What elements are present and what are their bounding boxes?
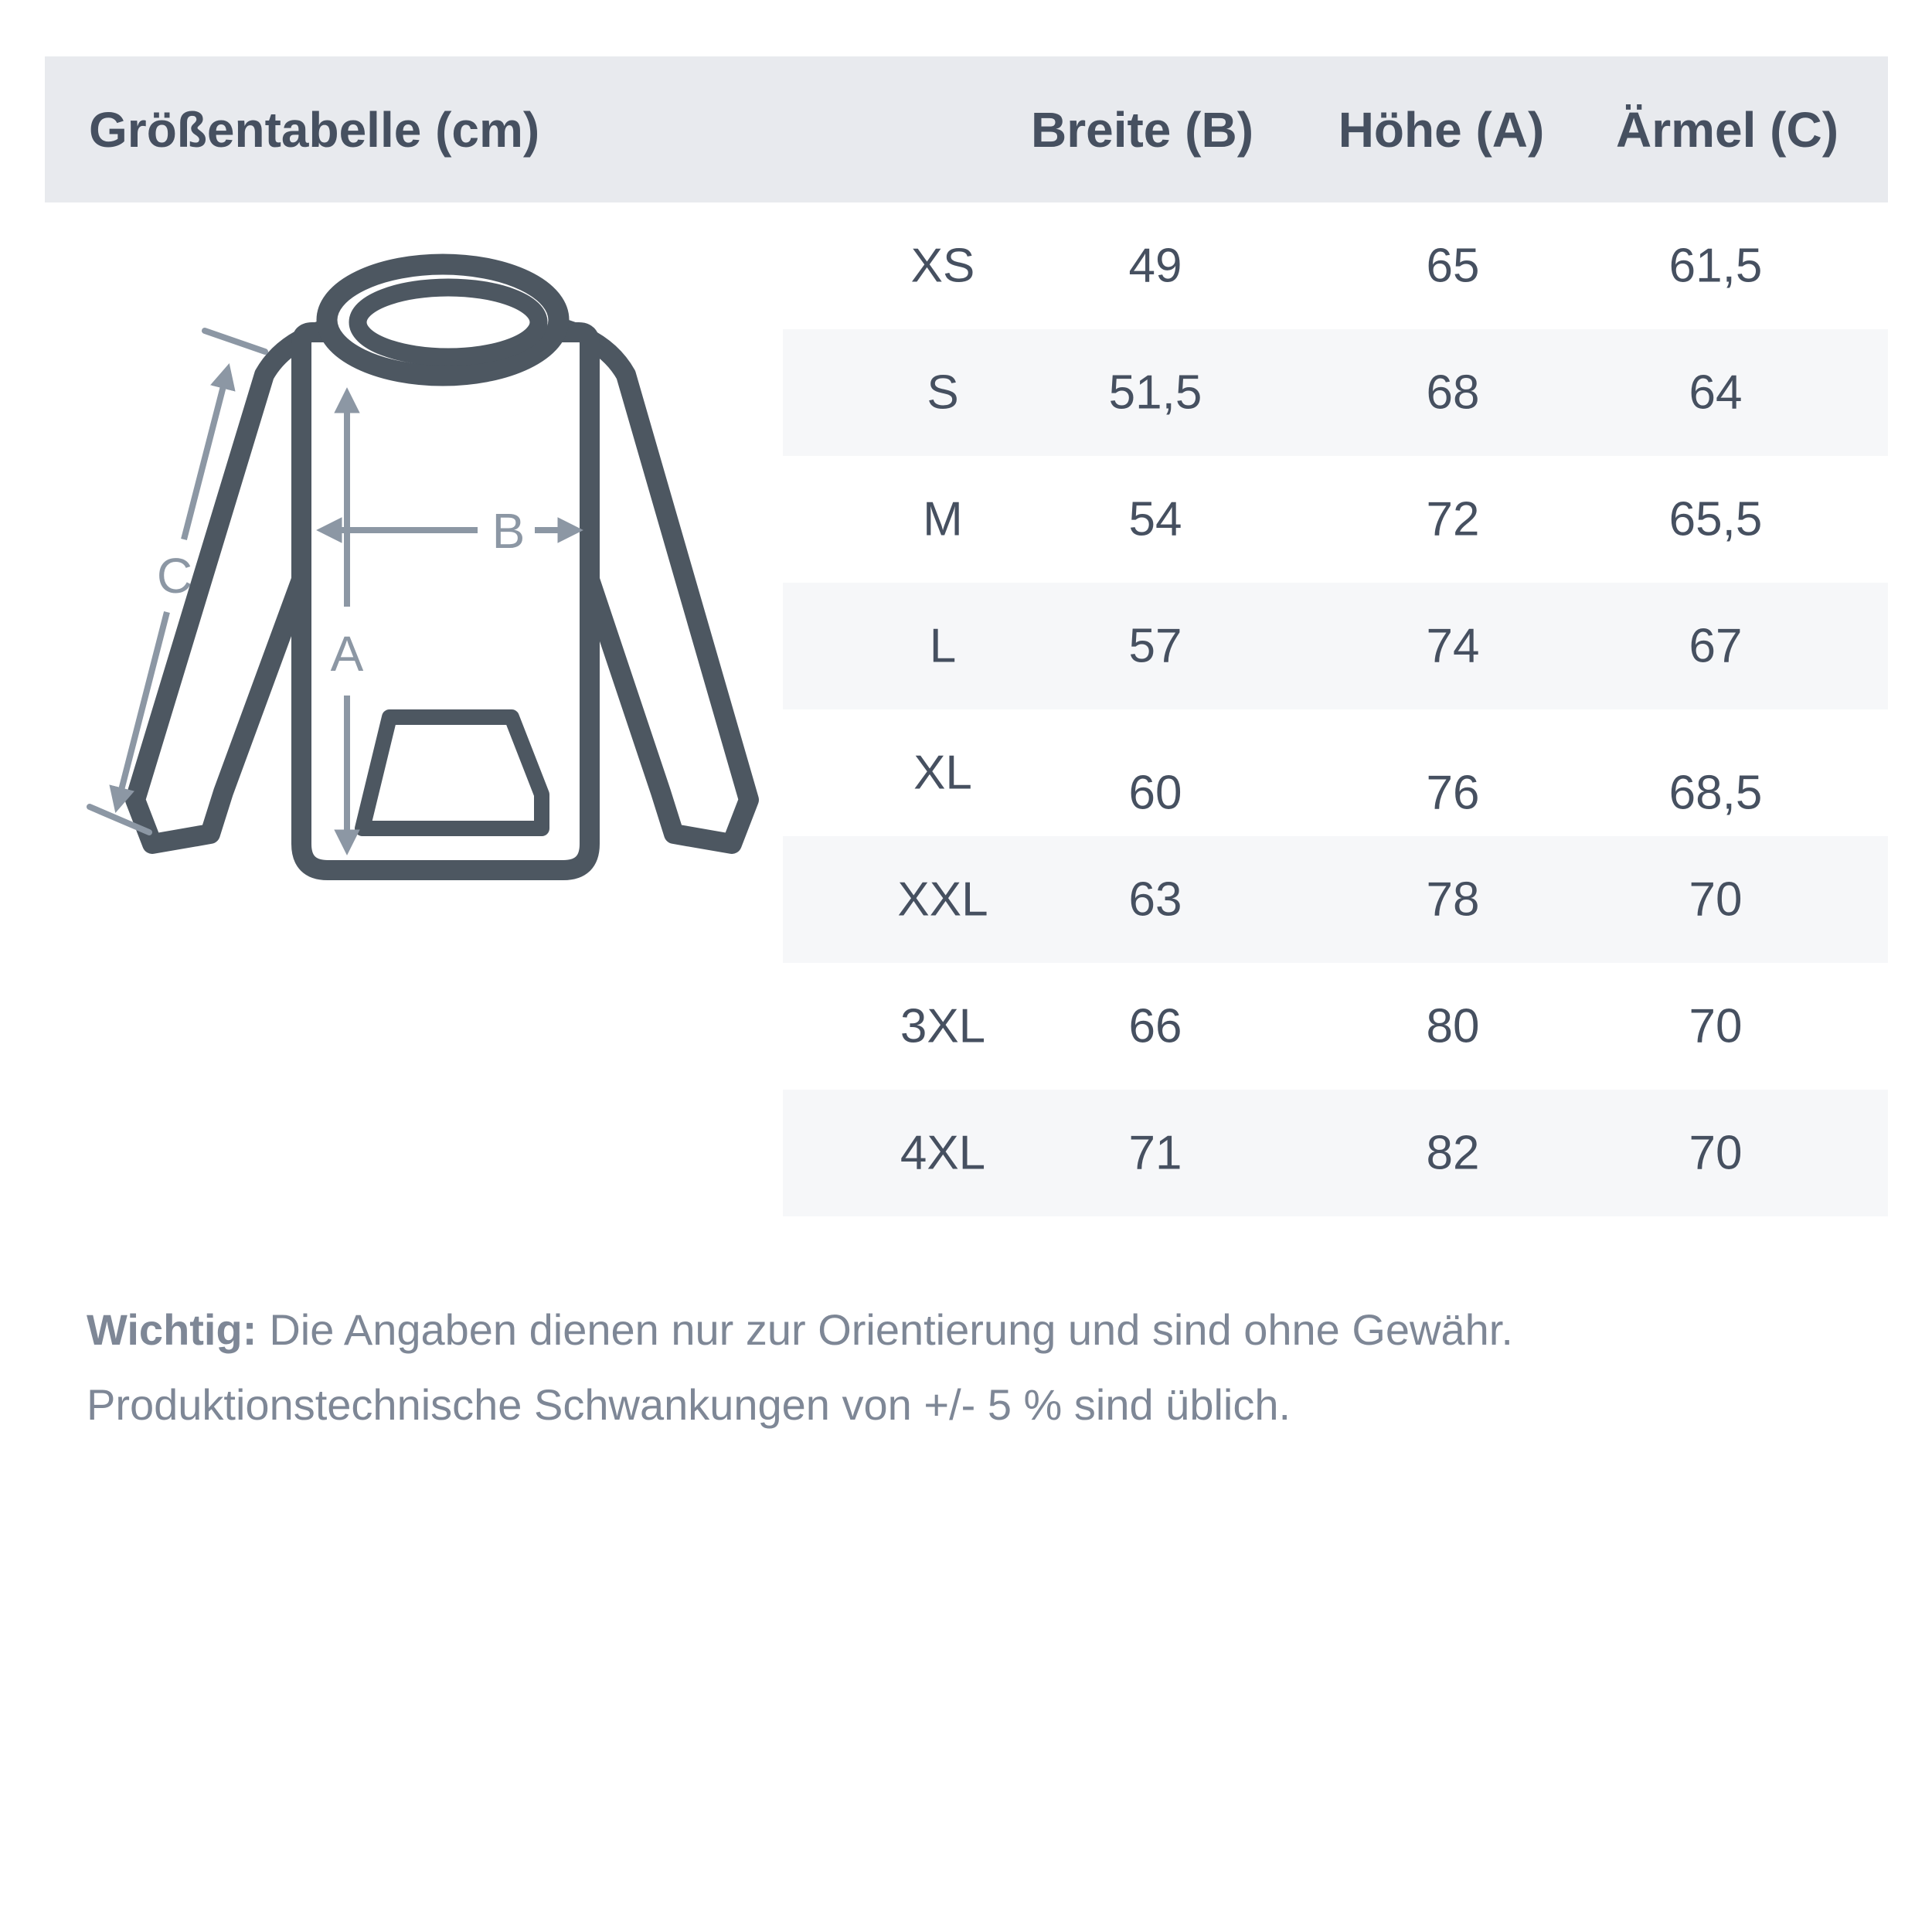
kangaroo-pocket (362, 717, 542, 828)
value-breite: 57 (1128, 619, 1182, 673)
value-hoehe: 74 (1426, 619, 1480, 673)
value-breite: 60 (1128, 766, 1182, 820)
value-breite: 66 (1128, 999, 1182, 1053)
size-label: 3XL (900, 999, 986, 1053)
size-label: L (929, 619, 957, 673)
value-aermel: 65,5 (1668, 492, 1763, 546)
value-hoehe: 72 (1426, 492, 1480, 546)
value-aermel: 68,5 (1668, 766, 1763, 820)
table-row (783, 836, 1888, 963)
column-header-breite: Breite (B) (1030, 101, 1254, 158)
value-aermel: 70 (1689, 999, 1743, 1053)
size-label: 4XL (900, 1126, 986, 1180)
hoodie-outline (135, 264, 749, 870)
tick-top (205, 331, 265, 352)
value-breite: 63 (1128, 872, 1182, 927)
value-aermel: 70 (1689, 1126, 1743, 1180)
size-table (783, 202, 1888, 1216)
label-c: C (156, 548, 193, 604)
value-hoehe: 80 (1426, 999, 1480, 1053)
value-breite: 49 (1128, 239, 1182, 293)
value-aermel: 61,5 (1668, 239, 1763, 293)
size-label: XXL (897, 872, 988, 927)
hoodie-diagram (62, 216, 796, 896)
value-aermel: 70 (1689, 872, 1743, 927)
size-label: XL (913, 746, 972, 800)
note-line1-text: Die Angaben dienen nur zur Orientierung und sind ohne Gewähr. (269, 1305, 1513, 1354)
value-aermel: 67 (1689, 619, 1743, 673)
table-row (783, 202, 1888, 329)
table-row (783, 709, 1888, 836)
column-header-aermel: Ärmel (C) (1615, 101, 1839, 158)
table-title: Größentabelle (cm) (89, 101, 540, 158)
value-breite: 54 (1128, 492, 1182, 546)
value-breite: 51,5 (1108, 366, 1202, 420)
size-label: M (923, 492, 963, 546)
hood-inner (358, 287, 539, 357)
note-bold-prefix: Wichtig: (87, 1305, 257, 1354)
table-row (783, 583, 1888, 709)
table-row (783, 1090, 1888, 1216)
note-line2: Produktionstechnische Schwankungen von +/- 5 % sind üblich. (87, 1380, 1291, 1429)
note-line1 (87, 1292, 1513, 1367)
column-header-hoehe: Höhe (A) (1338, 101, 1545, 158)
value-aermel: 64 (1689, 366, 1743, 420)
label-a: A (330, 626, 364, 682)
value-hoehe: 65 (1426, 239, 1480, 293)
table-header-band (45, 56, 1888, 202)
table-row (783, 329, 1888, 456)
table-row (783, 456, 1888, 583)
value-hoehe: 78 (1426, 872, 1480, 927)
size-label: S (927, 366, 959, 420)
value-breite: 71 (1128, 1126, 1182, 1180)
value-hoehe: 76 (1426, 766, 1480, 820)
label-b: B (492, 503, 526, 559)
note (87, 1292, 1513, 1442)
value-hoehe: 68 (1426, 366, 1480, 420)
table-row (783, 963, 1888, 1090)
size-label: XS (910, 239, 975, 293)
value-hoehe: 82 (1426, 1126, 1480, 1180)
